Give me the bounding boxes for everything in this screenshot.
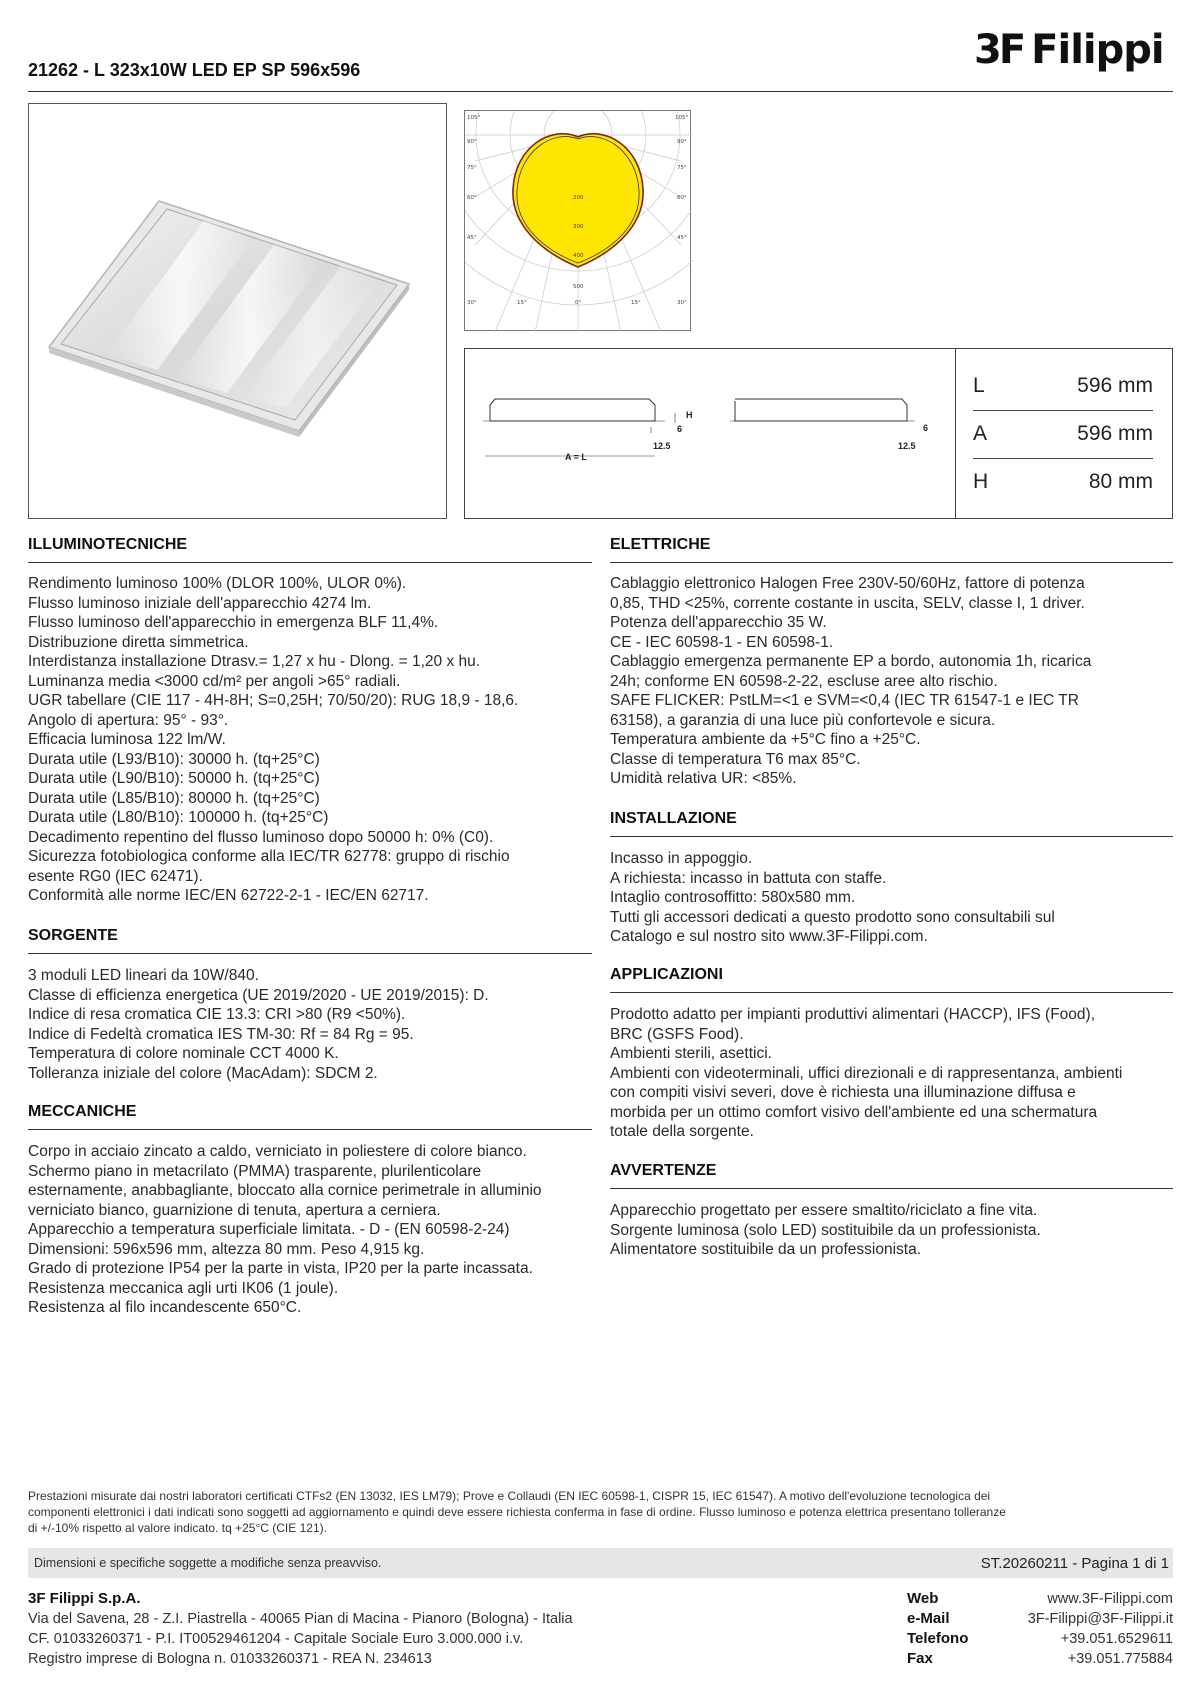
section-rule <box>610 992 1173 993</box>
section-body-avvertenze <box>610 1201 1041 1260</box>
text-line: 63158), a garanzia di una luce più confortevole e sicura. <box>610 711 996 729</box>
text-line: Angolo di apertura: 95° - 93°. <box>28 711 229 729</box>
drawing-label-6-left: 6 <box>677 424 683 434</box>
text-line: Ambienti sterili, asettici. <box>610 1045 772 1062</box>
drawing-label-125-right: 12.5 <box>898 441 916 451</box>
text-line: con compiti visivi severi, dove è richiesta una illuminazione diffusa e <box>610 1084 1076 1101</box>
text-line: Umidità relativa UR: <85%. <box>610 770 797 787</box>
company-address: Via del Savena, 28 - Z.I. Piastrella - 40065 Pian di Macina - Pianoro (Bologna) - Italia <box>28 1611 573 1627</box>
dimension-value: 596 mm <box>1077 422 1153 445</box>
text-line: Durata utile (L85/B10): 80000 h. (tq+25°C) <box>28 789 320 807</box>
luminaire-illustration <box>29 104 447 519</box>
company-register: Registro imprese di Bologna n. 01033260371 - REA N. 234613 <box>28 1651 432 1667</box>
drawing-label-6-right: 6 <box>923 423 929 433</box>
drawing-label-a: A = L <box>565 452 587 462</box>
dimension-rule <box>973 410 1153 411</box>
section-body-installazione <box>610 849 1055 947</box>
text-line: Sicurezza fotobiologica conforme alla IEC/TR 62778: gruppo di rischio <box>28 848 510 865</box>
angle-label-right-4: 45° <box>677 235 687 241</box>
section-rule <box>610 1188 1173 1189</box>
angle-label-left-1: 90° <box>467 139 477 145</box>
text-line: Efficacia luminosa 122 lm/W. <box>28 731 226 748</box>
document-code: ST.20260211 - Pagina 1 di 1 <box>980 1554 1169 1572</box>
text-line: CE - IEC 60598-1 - EN 60598-1. <box>610 633 834 651</box>
radial-label-3: 500 <box>573 284 584 290</box>
angle-label-left-4: 45° <box>467 235 477 241</box>
company-name: 3F Filippi S.p.A. <box>28 1590 141 1607</box>
contact-email-link[interactable]: 3F-Filippi@3F-Filippi.it <box>1027 1611 1173 1627</box>
disclaimer-bar <box>28 1548 1173 1578</box>
text-line: Durata utile (L93/B10): 30000 h. (tq+25°C) <box>28 750 320 768</box>
section-title-elettriche: ELETTRICHE <box>610 536 711 553</box>
text-line: Luminanza media <3000 cd/m² per angoli >65° radiali. <box>28 672 401 690</box>
angle-label-bottom-2: 15° <box>631 300 641 306</box>
text-line: Corpo in acciaio zincato a caldo, verniciato in poliestere di colore bianco. <box>28 1143 527 1160</box>
text-line: morbida per un ottimo comfort visivo dell'ambiente ed una schermatura <box>610 1103 1098 1121</box>
text-line: esternamente, anabbagliante, bloccato alla cornice perimetrale in alluminio <box>28 1182 542 1199</box>
section-body-meccaniche <box>28 1142 542 1318</box>
contact-web-link[interactable]: www.3F-Filippi.com <box>1047 1591 1173 1607</box>
product-photo <box>28 103 447 519</box>
text-line: Dimensioni: 596x596 mm, altezza 80 mm. Peso 4,915 kg. <box>28 1240 425 1258</box>
text-line: Intaglio controsoffitto: 580x580 mm. <box>610 889 856 906</box>
section-rule <box>28 953 592 954</box>
section-rule <box>610 836 1173 837</box>
contact-label-email: e-Mail <box>907 1610 950 1627</box>
text-line: Cablaggio elettronico Halogen Free 230V-50/60Hz, fattore di potenza <box>610 575 1085 592</box>
text-line: SAFE FLICKER: PstLM=<1 e SVM=<0,4 (IEC TR 61547-1 e IEC TR <box>610 692 1079 709</box>
dimension-row-a <box>973 414 1153 454</box>
text-line: componenti elettronici i dati indicati sono soggetti ad aggiornamento e quindi deve essere richiesta conferma in fase di ordine. Flusso luminoso e potenza elettrica presentano tolleranze <box>28 1505 1006 1519</box>
contact-phone: +39.051.6529611 <box>1060 1631 1173 1647</box>
section-rule <box>28 1129 592 1130</box>
text-line: 0,85, THD <25%, corrente costante in uscita, SELV, classe I, 1 driver. <box>610 594 1085 612</box>
contact-fax: +39.051.775884 <box>1067 1651 1173 1667</box>
company-tax-info: CF. 01033260371 - P.I. IT00529461204 - Capitale Sociale Euro 3.000.000 i.v. <box>28 1631 524 1647</box>
text-line: UGR tabellare (CIE 117 - 4H-8H; S=0,25H; 70/50/20): RUG 18,9 - 18,6. <box>28 692 519 709</box>
text-line: 24h; conforme EN 60598-2-22, escluse aree alto rischio. <box>610 672 998 690</box>
section-title-illuminotecniche: ILLUMINOTECNICHE <box>28 536 188 553</box>
radial-label-0: 200 <box>573 195 584 201</box>
angle-label-right-2: 75° <box>677 165 687 171</box>
text-line: Incasso in appoggio. <box>610 850 753 867</box>
dimension-value: 596 mm <box>1077 374 1153 397</box>
text-line: Temperatura di colore nominale CCT 4000 K. <box>28 1045 339 1062</box>
angle-label-bottom-0: 15° <box>517 300 527 306</box>
text-line: Cablaggio emergenza permanente EP a bordo, autonomia 1h, ricarica <box>610 653 1092 670</box>
angle-label-right-3: 60° <box>677 195 687 201</box>
angle-label-left-3: 60° <box>467 195 477 201</box>
radial-label-1: 300 <box>573 224 584 230</box>
text-line: BRC (GSFS Food). <box>610 1025 744 1043</box>
text-line: Flusso luminoso iniziale dell'apparecchio 4274 lm. <box>28 594 372 612</box>
dimension-row-h <box>973 462 1153 502</box>
section-title-meccaniche: MECCANICHE <box>28 1103 137 1120</box>
angle-label-left-2: 75° <box>467 165 477 171</box>
text-line: Durata utile (L90/B10): 50000 h. (tq+25°C) <box>28 770 320 787</box>
dimension-key: H <box>973 470 989 493</box>
text-line: Indice di Fedeltà cromatica IES TM-30: Rf = 84 Rg = 95. <box>28 1025 414 1043</box>
section-body-applicazioni <box>610 1005 1122 1142</box>
text-line: verniciato bianco, guarnizione di tenuta, apertura a cerniera. <box>28 1201 441 1219</box>
text-line: di +/-10% rispetto al valore indicato. tq +25°C (CIE 121). <box>28 1521 327 1535</box>
dimension-key: A <box>973 422 988 445</box>
text-line: Sorgente luminosa (solo LED) sostituibile da un professionista. <box>610 1221 1041 1239</box>
company-logo <box>974 28 1174 72</box>
section-title-installazione: INSTALLAZIONE <box>610 810 737 827</box>
dimension-row-l <box>973 366 1153 406</box>
text-line: Ambienti con videoterminali, uffici direzionali e di rappresentanza, ambienti <box>610 1064 1123 1082</box>
angle-label-bottom-1: 0° <box>575 300 582 306</box>
text-line: Resistenza al filo incandescente 650°C. <box>28 1299 302 1316</box>
dimension-key: L <box>973 374 985 397</box>
section-rule <box>610 562 1173 563</box>
page-title: 21262 - L 323x10W LED EP SP 596x596 <box>28 60 361 80</box>
section-rule <box>28 562 592 563</box>
text-line: Tolleranza iniziale del colore (MacAdam): SDCM 2. <box>28 1064 378 1082</box>
text-line: Flusso luminoso dell'apparecchio in emergenza BLF 11,4%. <box>28 614 439 631</box>
contact-label-web: Web <box>907 1590 939 1607</box>
text-line: Distribuzione diretta simmetrica. <box>28 633 249 651</box>
text-line: Potenza dell'apparecchio 35 W. <box>610 614 827 631</box>
angle-label-left-0: 105° <box>467 115 481 121</box>
text-line: A richiesta: incasso in battuta con staffe. <box>610 869 887 887</box>
logo-brand: Filippi <box>1031 27 1164 73</box>
polar-curve-chart <box>465 111 692 332</box>
text-line: Interdistanza installazione Dtrasv.= 1,27 x hu - Dlong. = 1,20 x hu. <box>28 653 481 670</box>
contact-label-fax: Fax <box>907 1650 933 1667</box>
section-title-avvertenze: AVVERTENZE <box>610 1162 717 1179</box>
text-line: Prestazioni misurate dai nostri laboratori certificati CTFs2 (EN 13032, IES LM79); Prove e Collaudi (EN IEC 60598-1, CISPR 15, IEC 61547). A motivo dell'evoluzione tecnologica dei <box>28 1489 991 1503</box>
text-line: Grado di protezione IP54 per la parte in vista, IP20 per la parte incassata. <box>28 1260 533 1277</box>
text-line: totale della sorgente. <box>610 1123 754 1140</box>
section-body-sorgente <box>28 966 489 1083</box>
drawing-label-125-left: 12.5 <box>653 441 671 451</box>
text-line: Alimentatore sostituibile da un professionista. <box>610 1241 922 1258</box>
text-line: Apparecchio a temperatura superficiale limitata. - D - (EN 60598-2-24) <box>28 1221 510 1238</box>
text-line: Catalogo e sul nostro sito www.3F-Filippi.com. <box>610 928 928 945</box>
radial-label-2: 400 <box>573 253 584 259</box>
section-body-elettriche <box>610 574 1091 789</box>
angle-label-right-1: 90° <box>677 139 687 145</box>
text-line: Schermo piano in metacrilato (PMMA) trasparente, plurilenticolare <box>28 1162 482 1180</box>
text-line: Apparecchio progettato per essere smaltito/riciclato a fine vita. <box>610 1202 1038 1219</box>
section-body-illuminotecniche <box>28 574 518 906</box>
text-line: Indice di resa cromatica CIE 13.3: CRI >80 (R9 <50%). <box>28 1006 406 1023</box>
text-line: esente RG0 (IEC 62471). <box>28 867 203 885</box>
text-line: Durata utile (L80/B10): 100000 h. (tq+25°C) <box>28 809 329 826</box>
dimension-drawing <box>465 349 955 520</box>
text-line: 3 moduli LED lineari da 10W/840. <box>28 967 259 984</box>
angle-label-right-0: 105° <box>675 115 689 121</box>
dimension-rule <box>973 458 1153 459</box>
angle-label-left-5: 30° <box>467 300 477 306</box>
logo-mark: 3F <box>974 27 1024 73</box>
text-line: Prodotto adatto per impianti produttivi alimentari (HACCP), IFS (Food), <box>610 1006 1095 1023</box>
text-line: Classe di temperatura T6 max 85°C. <box>610 750 861 768</box>
text-line: Temperatura ambiente da +5°C fino a +25°C. <box>610 731 921 748</box>
contact-label-phone: Telefono <box>907 1630 969 1647</box>
text-line: Decadimento repentino del flusso luminoso dopo 50000 h: 0% (C0). <box>28 828 494 846</box>
text-line: Tutti gli accessori dedicati a questo prodotto sono consultabili sul <box>610 908 1055 926</box>
footnote <box>28 1488 1173 1536</box>
disclaimer-text: Dimensioni e specifiche soggette a modifiche senza preavviso. <box>34 1556 382 1570</box>
drawing-label-h: H <box>686 410 693 420</box>
section-title-sorgente: SORGENTE <box>28 927 118 944</box>
text-line: Rendimento luminoso 100% (DLOR 100%, ULOR 0%). <box>28 575 407 592</box>
angle-label-right-5: 30° <box>677 300 687 306</box>
text-line: Conformità alle norme IEC/EN 62722-2-1 - IEC/EN 62717. <box>28 887 429 904</box>
text-line: Classe di efficienza energetica (UE 2019/2020 - UE 2019/2015): D. <box>28 986 489 1004</box>
dimensions-divider <box>955 348 956 519</box>
text-line: Resistenza meccanica agli urti IK06 (1 joule). <box>28 1279 339 1297</box>
section-title-applicazioni: APPLICAZIONI <box>610 966 723 983</box>
header-divider <box>28 91 1173 92</box>
dimension-value: 80 mm <box>1088 470 1153 493</box>
photometric-diagram <box>464 110 691 331</box>
